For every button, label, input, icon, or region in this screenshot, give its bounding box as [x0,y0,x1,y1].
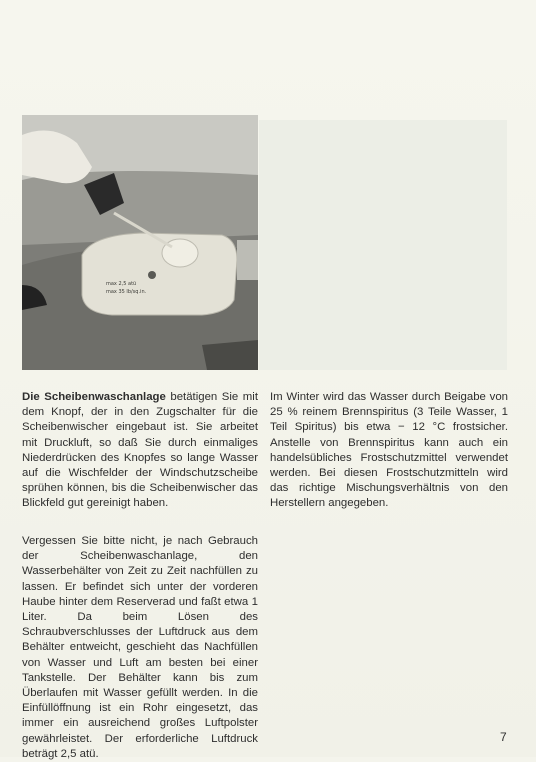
paragraph-winter: Im Winter wird das Wasser durch Beigabe von 25 % reinem Brennspiritus (3 Teile Wasser, 1 Teil Spiritus) bis etwa − 12 °C frostsicher. Anstelle von Brennspiritus kann auch ein handelsübliches Frostschutzmittel verwendet werden. Bei diesen Frostschutzmitteln wird das richtige Mischungsverhältnis von den Herstellern angegeben. [270,391,508,510]
washer-reservoir-photo [22,115,258,370]
reservoir-label-line1: max 2,5 atü [106,281,137,287]
faded-image-area [259,120,507,370]
reservoir-label-line2: max 35 lb/sq.in. [106,289,147,295]
paragraph-body: betätigen Sie mit dem Knopf, der in den Zugschalter für die Scheibenwischer eingebaut ist. Sie arbeitet mit Druckluft, so daß Sie durch einmaliges Niederdrücken des Knopfes so lange Wasser auf die Wischfelder der Windschutzscheibe sprühen können, bis die Scheibenwischer das Blickfeld gut gereinigt haben. [22,391,258,510]
page-number: 7 [500,730,507,744]
paragraph-washer-operation [22,390,258,512]
paragraph-lead: Die Scheibenwaschanlage [22,391,166,403]
paragraph-refill: Vergessen Sie bitte nicht, je nach Gebrauch der Scheibenwaschanlage, den Wasserbehälter von Zeit zu Zeit nachfüllen zu lassen. Er befindet sich unter der vorderen Haube hinter dem Reserverad und faßt etwa 1 Liter. Da beim Lösen des Schraubverschlusses der Luftdruck aus dem Behälter entweicht, geschieht das Nachfüllen von Wasser und Luft am besten bei einer Tankstelle. Der Behälter kann bis zum Überlaufen mit Wasser gefüllt werden. In die Einfüllöffnung ist ein Rohr eingesetzt, das immer ein ausreichend großes Luftpolster gewährleistet. Der erforderliche Luftdruck beträgt 2,5 atü. [22,535,258,760]
